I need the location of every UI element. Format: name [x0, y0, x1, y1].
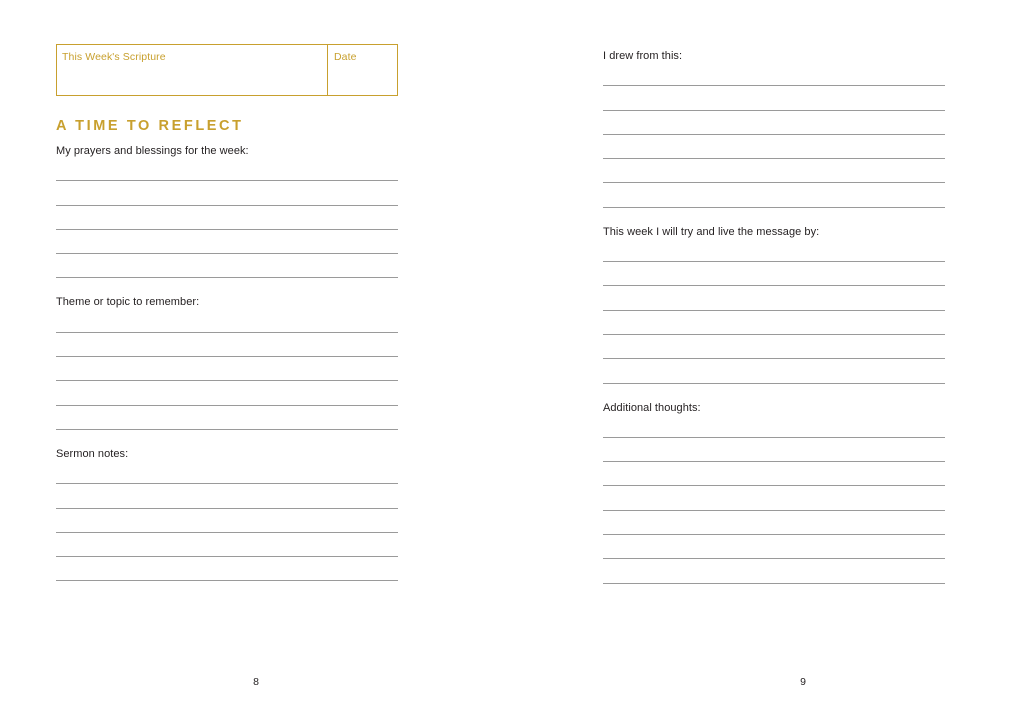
writing-line[interactable]: [56, 484, 398, 508]
writing-line[interactable]: [603, 286, 945, 310]
writing-lines-prayers[interactable]: [56, 157, 398, 278]
writing-line[interactable]: [603, 511, 945, 535]
field-live-the-message: [603, 226, 945, 384]
page-number-left: 8: [253, 676, 259, 688]
scripture-date-box: [56, 44, 398, 96]
writing-line[interactable]: [603, 359, 945, 383]
writing-line[interactable]: [603, 62, 945, 86]
writing-line[interactable]: [603, 559, 945, 583]
writing-line[interactable]: [603, 262, 945, 286]
right-page-content: [603, 50, 945, 584]
field-drew-from-this: [603, 50, 945, 208]
writing-line[interactable]: [56, 206, 398, 230]
scripture-label: This Week's Scripture: [62, 51, 166, 63]
writing-line[interactable]: [56, 406, 398, 430]
page-title: A TIME TO REFLECT: [56, 118, 244, 134]
writing-line[interactable]: [603, 438, 945, 462]
field-label-theme: Theme or topic to remember:: [56, 296, 200, 309]
writing-line[interactable]: [603, 311, 945, 335]
writing-line[interactable]: [56, 533, 398, 557]
writing-line[interactable]: [603, 238, 945, 262]
writing-line[interactable]: [603, 86, 945, 110]
field-label-drew-from-this: I drew from this:: [603, 50, 683, 62]
writing-line[interactable]: [603, 486, 945, 510]
left-page-content: [56, 44, 398, 581]
writing-line[interactable]: [603, 462, 945, 486]
writing-line[interactable]: [603, 414, 945, 438]
field-sermon-notes: [56, 448, 398, 581]
field-additional-thoughts: [603, 402, 945, 584]
right-page: [512, 0, 1024, 718]
writing-line[interactable]: [603, 135, 945, 159]
writing-line[interactable]: [603, 111, 945, 135]
writing-line[interactable]: [56, 557, 398, 581]
writing-line[interactable]: [56, 357, 398, 381]
scripture-cell[interactable]: [57, 45, 328, 95]
field-label-additional-thoughts: Additional thoughts:: [603, 401, 701, 414]
writing-line[interactable]: [603, 335, 945, 359]
writing-lines-theme[interactable]: [56, 308, 398, 429]
writing-line[interactable]: [56, 230, 398, 254]
date-label: Date: [334, 51, 357, 63]
writing-line[interactable]: [56, 381, 398, 405]
field-label-live-the-message: This week I will try and live the message by:: [603, 225, 820, 238]
writing-lines-live-the-message[interactable]: [603, 238, 945, 384]
field-prayers: [56, 145, 398, 278]
writing-line[interactable]: [56, 509, 398, 533]
writing-line[interactable]: [56, 460, 398, 484]
writing-line[interactable]: [603, 183, 945, 207]
writing-line[interactable]: [603, 159, 945, 183]
writing-line[interactable]: [56, 333, 398, 357]
writing-line[interactable]: [56, 181, 398, 205]
writing-lines-sermon-notes[interactable]: [56, 460, 398, 581]
writing-line[interactable]: [56, 308, 398, 332]
field-label-sermon-notes: Sermon notes:: [56, 447, 129, 460]
writing-lines-drew-from-this[interactable]: [603, 62, 945, 208]
page-number-right: 9: [800, 676, 806, 688]
writing-line[interactable]: [56, 254, 398, 278]
writing-lines-additional-thoughts[interactable]: [603, 414, 945, 584]
writing-line[interactable]: [603, 535, 945, 559]
writing-line[interactable]: [56, 157, 398, 181]
field-theme: [56, 296, 398, 429]
field-label-prayers: My prayers and blessings for the week:: [56, 145, 249, 157]
date-cell[interactable]: [328, 45, 397, 95]
